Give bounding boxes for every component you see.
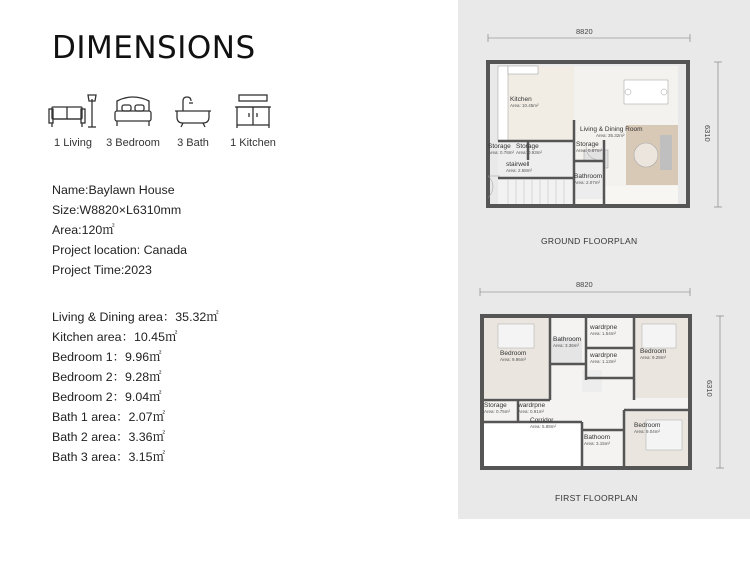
project-info — [52, 180, 187, 280]
feature-label: 1 Living — [54, 137, 92, 149]
room-bedroom — [634, 422, 660, 434]
room-area: Area: 35.32m² — [596, 133, 625, 138]
room-name: Bathoom — [584, 434, 611, 441]
room-name: Bedroom — [640, 348, 667, 355]
room-corridor — [530, 417, 556, 429]
kitchen-icon — [233, 93, 273, 131]
project-size: Size:W8820×L6310mm — [52, 203, 182, 217]
room-bathroom — [574, 173, 602, 185]
room-area: Area: 0.93m² — [516, 150, 543, 155]
area-bath-3: Bath 3 area：3.15㎡ — [52, 450, 165, 464]
room-area: Area: 0.78m² — [488, 150, 515, 155]
room-name: Storage — [484, 402, 507, 409]
area-bath-2: Bath 2 area：3.36㎡ — [52, 430, 165, 444]
room-area: Area: 2.58m² — [506, 168, 533, 173]
first-floorplan-caption: FIRST FLOORPLAN — [555, 493, 638, 503]
room-kitchen — [510, 96, 539, 108]
feature-bath — [170, 93, 216, 149]
room-wardrobe — [590, 352, 617, 364]
floorplan-panel — [458, 0, 750, 519]
room-area: Area: 3.15m² — [584, 441, 611, 446]
room-area: Area: 10.45m² — [510, 103, 539, 108]
room-name: wardrpne — [590, 324, 618, 331]
room-bathroom — [584, 434, 610, 446]
room-name: wardrpne — [590, 352, 618, 359]
room-name: Storage — [516, 143, 539, 150]
room-name: Storage — [576, 141, 599, 148]
ground-width-label: 8820 — [576, 27, 593, 36]
first-width-label: 8820 — [576, 280, 593, 289]
room-name: Storage — [488, 143, 511, 150]
room-area: Area: 0.87m² — [576, 148, 603, 153]
feature-kitchen — [228, 93, 278, 149]
sofa-icon — [48, 93, 98, 131]
room-stairwell — [506, 161, 532, 173]
feature-label: 3 Bedroom — [106, 137, 160, 149]
room-area: Area: 0.91m² — [518, 409, 545, 414]
feature-living — [48, 93, 98, 149]
room-area: Area: 9.96m² — [500, 357, 527, 362]
room-wardrobe — [518, 402, 545, 414]
page-title: DIMENSIONS — [52, 30, 256, 66]
feature-label: 1 Kitchen — [230, 137, 276, 149]
bathtub-icon — [173, 93, 213, 131]
feature-icons — [48, 93, 278, 158]
first-length-label: 6310 — [705, 380, 714, 397]
ground-floorplan-caption: GROUND FLOORPLAN — [541, 236, 638, 246]
room-storage — [516, 143, 542, 155]
area-bath-1: Bath 1 area：2.07㎡ — [52, 410, 165, 424]
area-bedroom-3: Bedroom 2：9.04㎡ — [52, 390, 162, 404]
room-name: Bedroom — [500, 350, 527, 357]
room-living-dining — [580, 126, 643, 138]
room-bedroom — [640, 348, 666, 360]
ground-length-label: 6310 — [703, 125, 712, 142]
project-name: Name:Baylawn House — [52, 183, 175, 197]
room-bathroom — [553, 336, 581, 348]
room-area: Area: 2.07m² — [574, 180, 601, 185]
room-area: Area: 9.04m² — [634, 429, 661, 434]
room-name: Living & Dining Room — [580, 126, 643, 133]
room-storage — [484, 402, 510, 414]
area-living: Living & Dining area：35.32㎡ — [52, 310, 219, 324]
room-area: Area: 3.36m² — [553, 343, 580, 348]
feature-bedroom — [106, 93, 160, 149]
room-bedroom — [500, 350, 526, 362]
room-name: Bathroom — [574, 173, 603, 180]
room-name: Bathroom — [553, 336, 582, 343]
project-location: Project location: Canada — [52, 243, 188, 257]
room-area: Area: 1.54m² — [590, 331, 617, 336]
area-list — [52, 307, 219, 467]
room-area: Area: 5.88m² — [530, 424, 557, 429]
room-name: Kitchen — [510, 96, 532, 103]
area-bedroom-1: Bedroom 1：9.96㎡ — [52, 350, 162, 364]
room-storage — [576, 141, 602, 153]
room-name: wardrpne — [518, 402, 546, 409]
room-name: Bedroom — [634, 422, 661, 429]
room-area: Area: 0.75m² — [484, 409, 511, 414]
room-name: stairwell — [506, 161, 530, 168]
room-wardrobe — [590, 324, 617, 336]
room-name: Corridor — [530, 417, 554, 424]
room-area: Area: 1.13m² — [590, 359, 617, 364]
area-bedroom-2: Bedroom 2：9.28㎡ — [52, 370, 162, 384]
room-area: Area: 9.28m² — [640, 355, 667, 360]
bed-icon — [113, 93, 153, 131]
project-area: Area:120㎡ — [52, 223, 115, 237]
area-kitchen: Kitchen area：10.45㎡ — [52, 330, 178, 344]
feature-label: 3 Bath — [177, 137, 209, 149]
room-storage — [488, 143, 514, 155]
project-time: Project Time:2023 — [52, 263, 152, 277]
